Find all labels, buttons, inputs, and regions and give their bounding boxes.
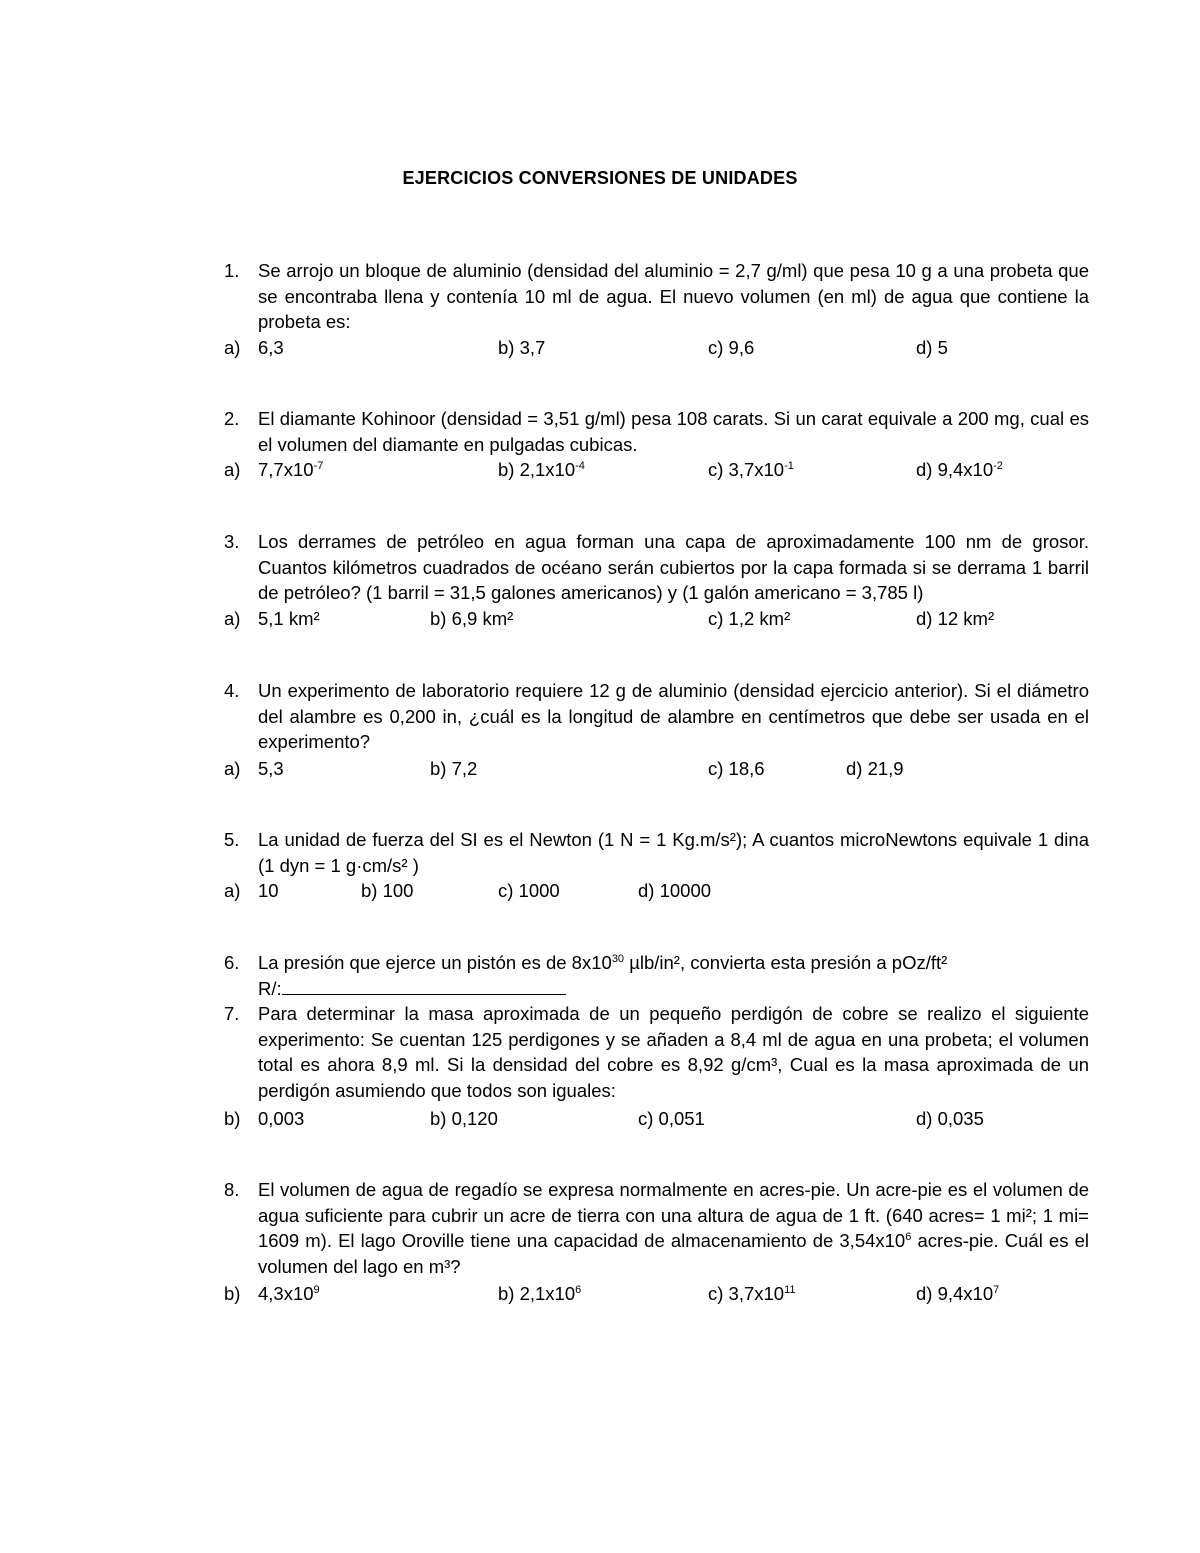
options-8 [224,1281,1089,1307]
option-a: 5,3 [258,758,284,779]
question-text: Un experimento de laboratorio requiere 12 g de aluminio (densidad ejercicio anterior). Si el diámetro del alambre es 0,200 in, ¿cuál es la longitud de alambre en centímetros que debe ser usada en el experimento? [258,680,1089,752]
question-6 [224,950,1089,1001]
option-a: 10 [258,880,279,901]
option-letter: a) [224,459,241,480]
option-a: 6,3 [258,337,284,358]
option-d [916,1281,999,1307]
options-7 [224,1106,1089,1132]
question-number: 2. [224,408,240,429]
question-2 [224,406,1089,457]
option-letter: b) [224,1108,241,1129]
option-exponent: 11 [784,1283,796,1296]
option-exponent: 9 [313,1283,320,1296]
option-base: b) 2,1x10 [498,1283,576,1304]
option-a: 5,1 km² [258,608,320,629]
option-b: b) 3,7 [498,337,546,358]
question-text: Se arrojo un bloque de aluminio (densidad del aluminio = 2,7 g/ml) que pesa 10 g a una probeta que se encontraba llena y contenía 10 ml de agua. El nuevo volumen (en ml) de agua que contiene la probeta es: [258,260,1089,332]
option-exponent: -2 [993,459,1003,472]
option-c: c) 0,051 [638,1108,705,1129]
options-1 [224,335,1089,361]
question-text: La unidad de fuerza del SI es el Newton (1 N = 1 Kg.m/s²); A cuantos microNewtons equivale 1 dina (1 dyn = 1 g·cm/s² ) [258,829,1089,876]
options-2 [224,457,1089,483]
question-number: 4. [224,680,240,701]
question-text [258,1177,1089,1279]
question-number: 7. [224,1003,240,1024]
option-c [708,457,794,483]
option-letter: a) [224,608,241,629]
answer-line [258,976,1089,1002]
question-text-part: acres-pie. Cuál es el volumen del lago en m³? [258,1230,1089,1277]
option-c: c) 18,6 [708,758,765,779]
option-exponent: -7 [313,459,324,472]
option-base: b) 2,1x10 [498,459,576,480]
question-text [258,950,1089,976]
options-5 [224,878,1089,904]
option-b: b) 100 [361,880,414,901]
question-number: 5. [224,829,240,850]
option-d [916,457,1003,483]
question-text-part: µlb/in², convierta esta presión a pOz/ft² [624,952,948,973]
option-exponent: -1 [784,459,794,472]
option-c: c) 9,6 [708,337,755,358]
question-number: 8. [224,1179,240,1200]
option-c: c) 1000 [498,880,560,901]
answer-blank[interactable] [282,978,566,995]
question-text-part: La presión que ejerce un pistón es de 8x10 [258,952,612,973]
options-3 [224,606,1089,632]
option-base: c) 3,7x10 [708,1283,785,1304]
option-letter: a) [224,337,241,358]
option-b [498,457,585,483]
option-exponent: -4 [575,459,585,472]
question-number: 3. [224,531,240,552]
option-a: 0,003 [258,1108,305,1129]
option-letter: a) [224,880,241,901]
question-3 [224,529,1089,606]
question-1 [224,258,1089,335]
answer-label: R/: [258,977,282,999]
option-base: c) 3,7x10 [708,459,785,480]
question-4 [224,678,1089,755]
option-b: b) 7,2 [430,758,478,779]
question-text-part: El volumen de agua de regadío se expresa normalmente en acres-pie. Un acre-pie es el volumen de agua suficiente para cubrir un acre de tierra con una altura de agua de 1 ft. (640 acres= 1 mi²; 1 mi= 1609 m). El lago Oroville tiene una capacidad de almacenamiento de 3,54x10 [258,1179,1089,1251]
option-d: d) 12 km² [916,608,995,629]
exponent: 6 [905,1230,912,1243]
question-5 [224,827,1089,878]
option-base: d) 9,4x10 [916,1283,994,1304]
options-4 [224,756,1089,782]
option-a [258,457,323,483]
question-text: El diamante Kohinoor (densidad = 3,51 g/ml) pesa 108 carats. Si un carat equivale a 200 mg, cual es el volumen del diamante en pulgadas cubicas. [258,408,1089,455]
option-b: b) 0,120 [430,1108,498,1129]
option-b [498,1281,581,1307]
option-exponent: 7 [993,1283,1000,1296]
question-text: Para determinar la masa aproximada de un pequeño perdigón de cobre se realizo el siguiente experimento: Se cuentan 125 perdigones y se añaden a 8,4 ml de agua en una probeta; el volumen total es ahora 8,9 ml. Si la densidad del cobre es 8,92 g/cm³, Cual es la masa aproximada de un perdigón asumiendo que todos son iguales: [258,1003,1089,1101]
option-d: d) 5 [916,337,948,358]
option-d: d) 10000 [638,880,712,901]
page-title: EJERCICIOS CONVERSIONES DE UNIDADES [402,168,798,188]
question-7 [224,1001,1089,1103]
option-c: c) 1,2 km² [708,608,791,629]
option-b: b) 6,9 km² [430,608,514,629]
option-a [258,1281,320,1307]
question-8 [224,1177,1089,1279]
option-d: d) 0,035 [916,1108,984,1129]
question-text: Los derrames de petróleo en agua forman una capa de aproximadamente 100 nm de grosor. Cuantos kilómetros cuadrados de océano serán cubiertos por la capa formada si se derrama 1 barril de petróleo? (1 barril = 31,5 galones americanos) y (1 galón americano = 3,785 l) [258,531,1089,603]
option-c [708,1281,796,1307]
question-number: 1. [224,260,240,281]
option-base: 7,7x10 [258,459,314,480]
option-letter: b) [224,1283,241,1304]
question-number: 6. [224,952,240,973]
option-base: 4,3x10 [258,1283,314,1304]
option-exponent: 6 [575,1283,582,1296]
option-letter: a) [224,758,241,779]
exponent: 30 [611,952,625,965]
option-d: d) 21,9 [846,758,904,779]
option-base: d) 9,4x10 [916,459,994,480]
